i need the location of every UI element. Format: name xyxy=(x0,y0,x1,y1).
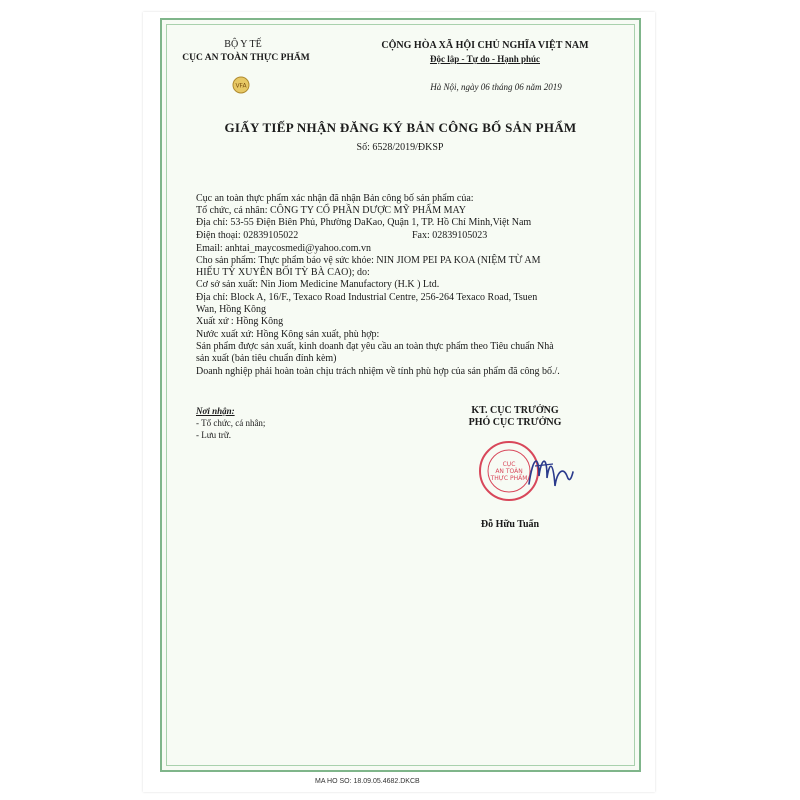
document-inner-border xyxy=(166,24,635,766)
product-line-2: HIẾU TỲ XUYÊN BỐI TỲ BÀ CAO); do: xyxy=(196,267,370,278)
svg-text:CỤC: CỤC xyxy=(502,461,516,468)
organization-address: Địa chỉ: 53-55 Điện Biên Phủ, Phường DaKao, Quận 1, TP. Hồ Chí Minh,Việt Nam xyxy=(196,217,532,228)
recipient-item: - Tổ chức, cá nhân; xyxy=(196,418,266,428)
country-name: CỘNG HÒA XÃ HỘI CHỦ NGHĨA VIỆT NAM xyxy=(381,40,589,51)
intro-text: Cục an toàn thực phẩm xác nhận đã nhận Bản công bố sản phẩm của: xyxy=(196,193,474,204)
agency-name: CỤC AN TOÀN THỰC PHẨM xyxy=(182,53,310,63)
svg-text:THỰC PHẨM: THỰC PHẨM xyxy=(490,475,528,482)
standard-line-2: sản xuất (bản tiêu chuẩn đính kèm) xyxy=(196,353,337,364)
dossier-code: MA HO SO: 18.09.05.4682.DKCB xyxy=(315,778,420,785)
export-country: Nước xuất xứ: Hồng Kông sản xuất, phù hợp: xyxy=(196,329,380,340)
manufacturing-facility: Cơ sở sản xuất: Nin Jiom Medicine Manufactory (H.K ) Ltd. xyxy=(196,279,440,290)
handwritten-signature xyxy=(525,446,575,496)
svg-text:AN TOÀN: AN TOÀN xyxy=(495,468,523,475)
vfa-logo-icon xyxy=(232,76,250,94)
facility-address-line-2: Wan, Hồng Kông xyxy=(196,304,267,315)
document-title: GIẤY TIẾP NHẬN ĐĂNG KÝ BẢN CÔNG BỐ SẢN PHẨM xyxy=(224,120,577,135)
fax-number: Fax: 02839105023 xyxy=(412,230,488,241)
signatory-name: Đỗ Hữu Tuấn xyxy=(480,519,540,530)
signatory-role-2: PHÓ CỤC TRƯỞNG xyxy=(468,417,562,428)
vfa-logo-text: VFA xyxy=(235,82,247,90)
document-number: Số: 6528/2019/ĐKSP xyxy=(356,142,444,153)
standard-line-1: Sản phẩm được sản xuất, kinh doanh đạt yêu cầu an toàn thực phẩm theo Tiêu chuẩn Nhà xyxy=(196,341,554,352)
signatory-role-1: KT. CỤC TRƯỞNG xyxy=(471,405,559,416)
phone-number: Điện thoại: 02839105022 xyxy=(196,230,299,241)
recipients-heading: Nơi nhận: xyxy=(196,406,235,416)
organization-line: Tổ chức, cá nhân: CÔNG TY CỔ PHẦN DƯỢC MỸ PHẨM MAY xyxy=(196,205,467,216)
responsibility-statement: Doanh nghiệp phải hoàn toàn chịu trách nhiệm về tính phù hợp của sản phẩm đã công bố./. xyxy=(196,366,560,377)
ministry-name: BỘ Y TẾ xyxy=(224,39,262,50)
product-line-1: Cho sản phẩm: Thực phẩm bảo vệ sức khỏe: NIN JIOM PEI PA KOA (NIỆM TỪ AM xyxy=(196,255,541,266)
national-motto: Độc lập - Tự do - Hạnh phúc xyxy=(429,54,540,64)
issue-date: Hà Nội, ngày 06 tháng 06 năm 2019 xyxy=(430,82,562,92)
email-address: Email: anhtai_maycosmedi@yahoo.com.vn xyxy=(196,243,371,254)
product-origin: Xuất xứ : Hồng Kông xyxy=(196,316,284,327)
recipient-item: - Lưu trữ. xyxy=(196,430,231,440)
facility-address-line-1: Địa chỉ: Block A, 16/F., Texaco Road Industrial Centre, 256-264 Texaco Road, Tsuen xyxy=(196,292,538,303)
